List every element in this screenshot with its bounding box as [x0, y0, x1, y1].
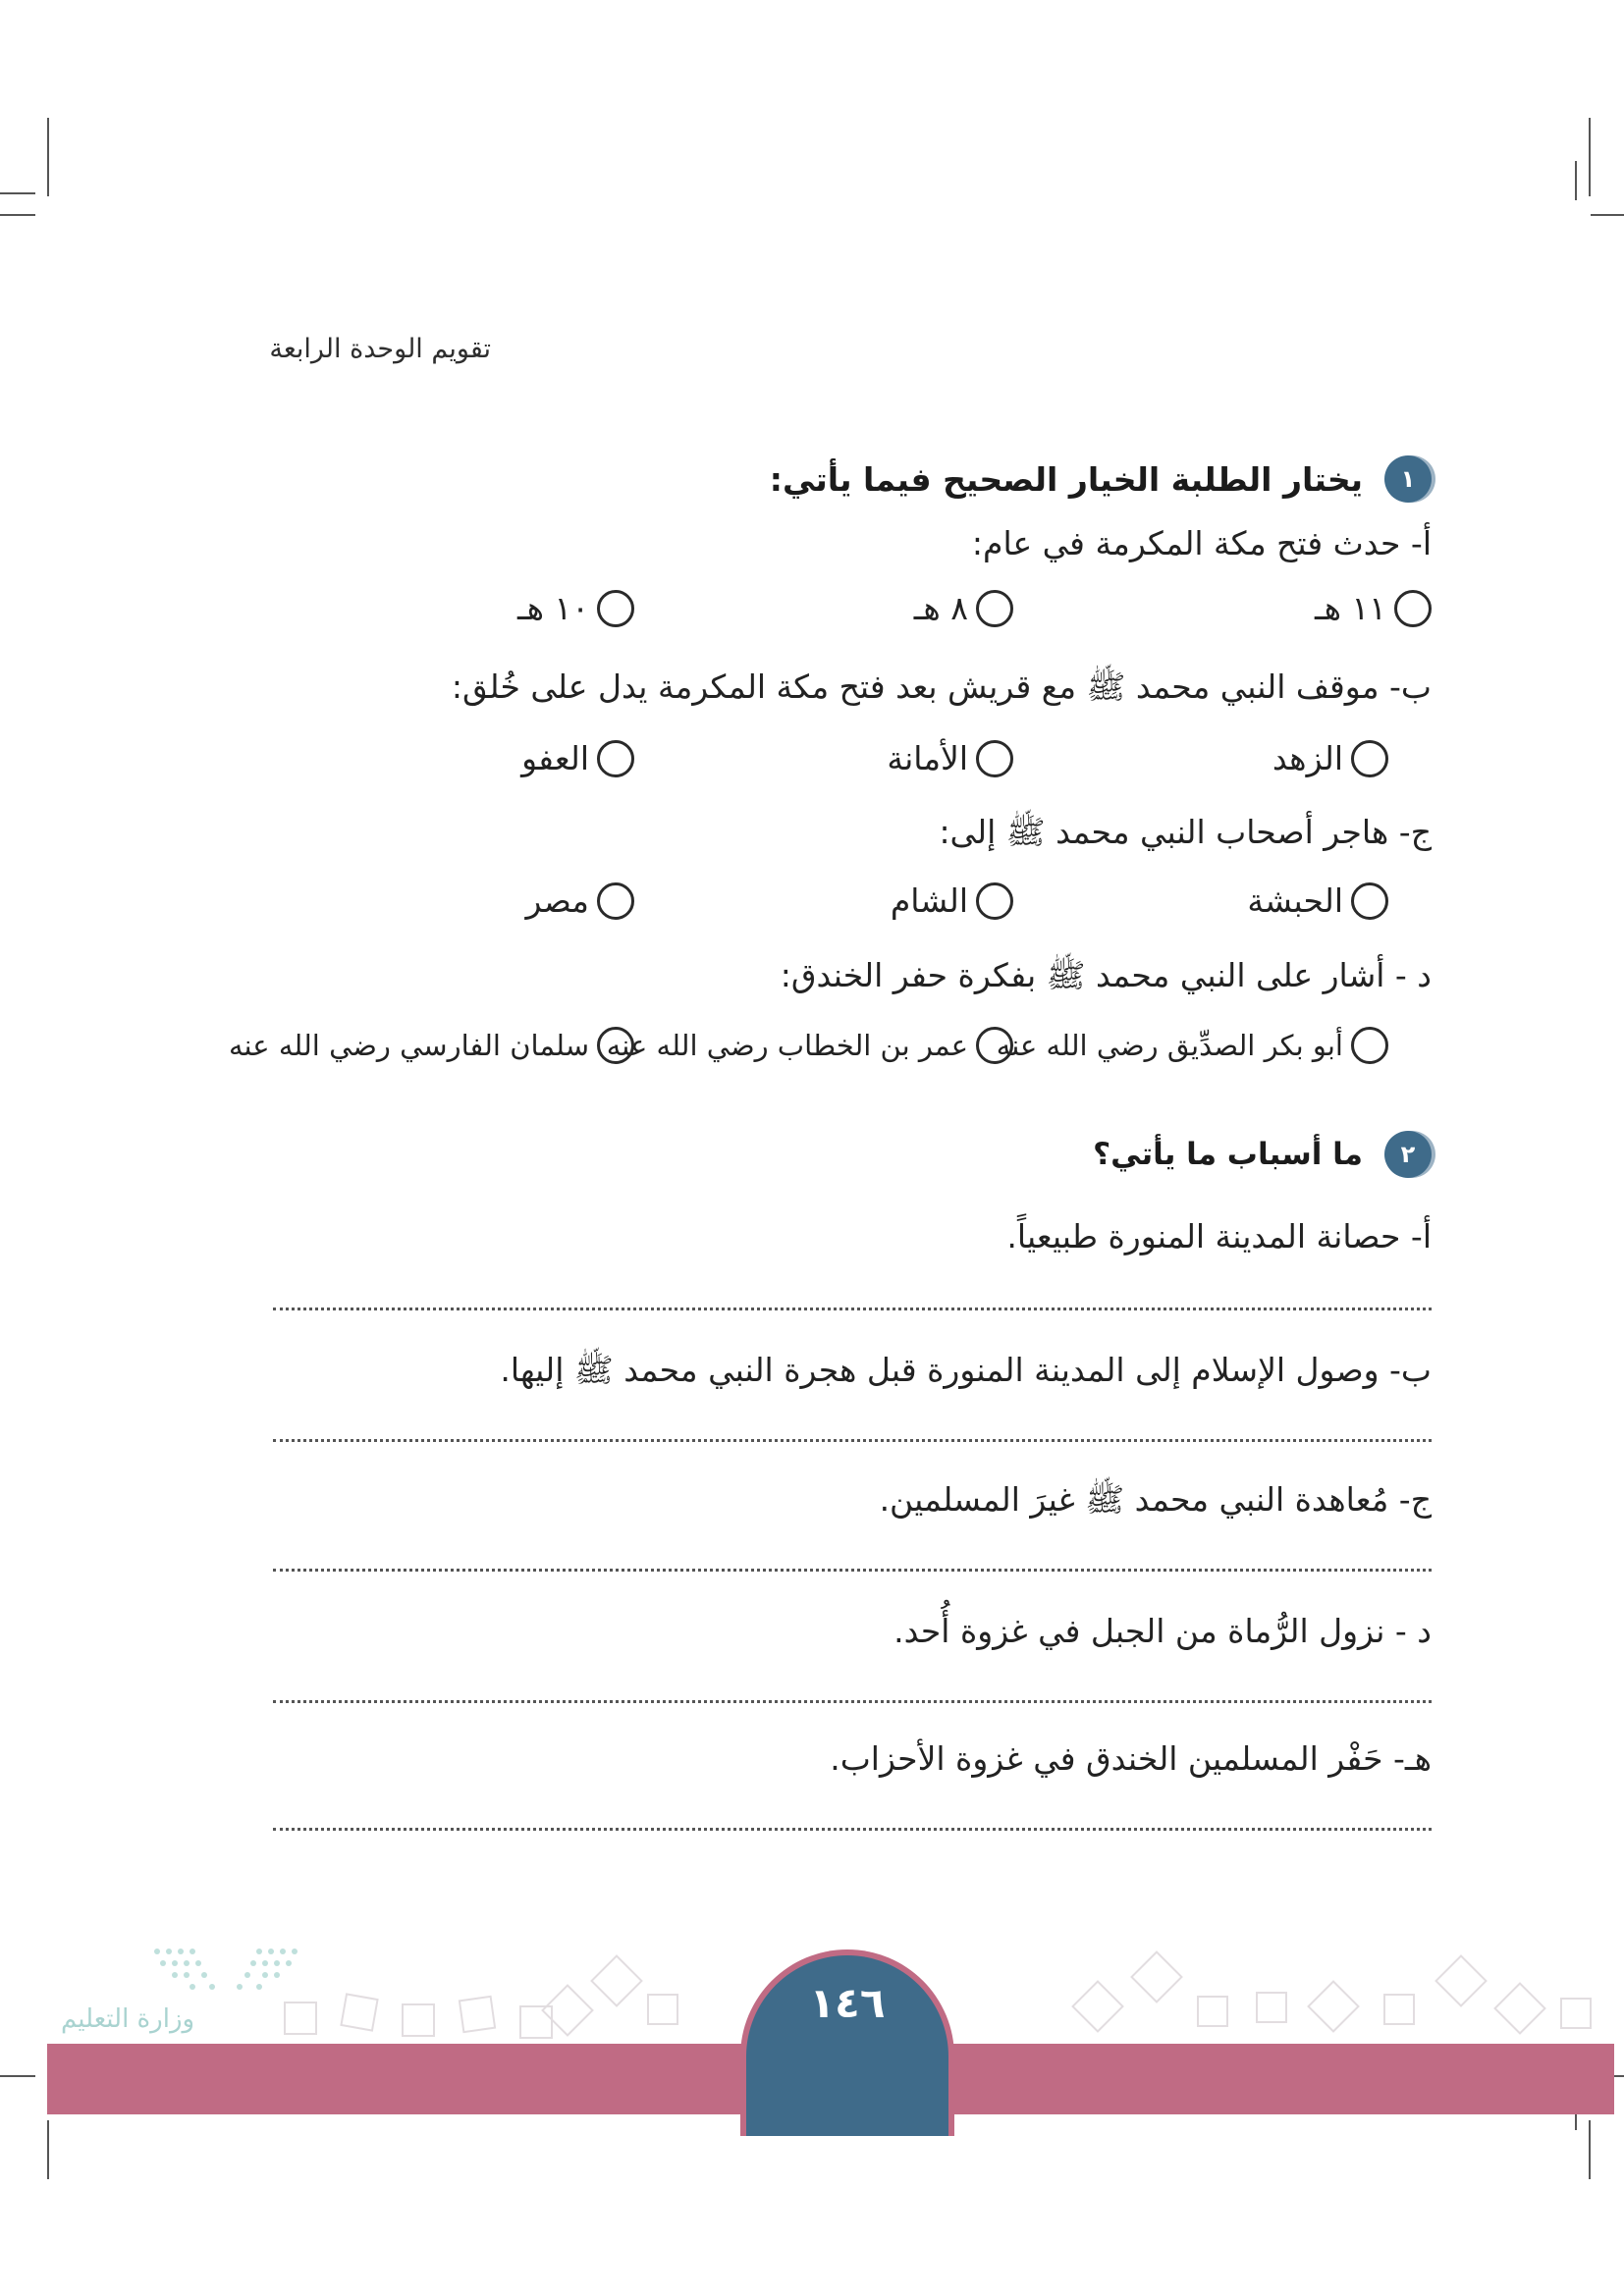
- q2-item-c-answer-line[interactable]: [273, 1569, 1432, 1572]
- q1-item-a-stem: أ- حدث فتح مكة المكرمة في عام:: [971, 524, 1432, 562]
- option-label: ١١ هـ: [1314, 589, 1386, 627]
- option-label: الشام: [890, 881, 968, 920]
- radio-circle[interactable]: [1394, 590, 1432, 627]
- q1-item-c-option-2[interactable]: [891, 881, 1013, 920]
- q1-item-a-option-1[interactable]: [1315, 589, 1432, 627]
- option-label: الحبشة: [1247, 881, 1343, 920]
- ministry-logo-text: وزارة التعليم: [61, 2004, 195, 2034]
- crop-mark-top-right-v2: [1589, 118, 1591, 196]
- q2-item-a-answer-line[interactable]: [273, 1308, 1432, 1310]
- crop-mark-top-left-h: [0, 192, 35, 194]
- option-label: ٨ هـ: [913, 589, 968, 627]
- decorative-diamond-pattern: [530, 1934, 1620, 2052]
- q1-item-c-option-3[interactable]: [525, 881, 634, 920]
- option-label: الزهد: [1272, 739, 1343, 777]
- crop-mark-top-left-v: [47, 118, 49, 196]
- q1-item-a-option-2[interactable]: [914, 589, 1013, 627]
- radio-circle[interactable]: [1351, 1027, 1388, 1064]
- option-label: أبو بكر الصدِّيق رضي الله عنه: [996, 1029, 1343, 1062]
- crop-mark-top-right-v: [1575, 161, 1577, 200]
- q2-item-a: أ- حصانة المدينة المنورة طبيعياً.: [1006, 1217, 1432, 1255]
- q1-item-b-stem: ب- موقف النبي محمد ﷺ مع قريش بعد فتح مكة المكرمة يدل على خُلق:: [451, 667, 1432, 706]
- option-label: مصر: [525, 881, 589, 920]
- radio-circle[interactable]: [1351, 740, 1388, 777]
- question-2-number-badge: ٢: [1384, 1131, 1432, 1178]
- unit-title: تقويم الوحدة الرابعة: [269, 334, 491, 364]
- radio-circle[interactable]: [976, 590, 1013, 627]
- radio-circle[interactable]: [976, 1027, 1013, 1064]
- q2-item-e-answer-line[interactable]: [273, 1828, 1432, 1831]
- page-number: ١٤٦: [809, 1979, 886, 2027]
- q1-item-b-option-2[interactable]: [887, 739, 1013, 777]
- q1-item-b-option-1[interactable]: [1272, 739, 1388, 777]
- radio-circle[interactable]: [976, 740, 1013, 777]
- radio-circle[interactable]: [597, 590, 634, 627]
- q2-item-d: د - نزول الرُّماة من الجبل في غزوة أُحد.: [893, 1612, 1432, 1650]
- option-label: العفو: [521, 739, 589, 777]
- q1-item-d-option-1[interactable]: [997, 1027, 1388, 1064]
- ministry-logo-icon: [147, 1942, 304, 2001]
- q1-item-c-option-1[interactable]: [1247, 881, 1388, 920]
- q2-item-b: ب- وصول الإسلام إلى المدينة المنورة قبل هجرة النبي محمد ﷺ إليها.: [500, 1351, 1432, 1389]
- crop-mark-bottom-left-h: [0, 2075, 35, 2077]
- option-label: سلمان الفارسي رضي الله عنه: [229, 1029, 589, 1062]
- crop-mark-top-left-h2: [0, 214, 35, 216]
- q1-item-a-option-3[interactable]: [517, 589, 634, 627]
- question-2-heading: [1093, 1131, 1432, 1178]
- q2-item-b-answer-line[interactable]: [273, 1439, 1432, 1442]
- radio-circle[interactable]: [1351, 882, 1388, 920]
- option-label: الأمانة: [887, 739, 968, 777]
- radio-circle[interactable]: [976, 882, 1013, 920]
- option-label: عمر بن الخطاب رضي الله عنه: [606, 1029, 968, 1062]
- q1-item-c-stem: ج- هاجر أصحاب النبي محمد ﷺ إلى:: [939, 813, 1432, 851]
- question-1-heading: [770, 455, 1432, 503]
- crop-mark-top-right-h: [1591, 214, 1624, 216]
- crop-mark-bottom-right-v2: [1589, 2120, 1591, 2179]
- radio-circle[interactable]: [597, 882, 634, 920]
- q1-item-b-option-3[interactable]: [521, 739, 634, 777]
- q2-item-d-answer-line[interactable]: [273, 1700, 1432, 1703]
- option-label: ١٠ هـ: [516, 589, 589, 627]
- question-1-title: يختار الطلبة الخيار الصحيح فيما يأتي:: [769, 459, 1363, 499]
- q2-item-e: هـ- حَفْر المسلمين الخندق في غزوة الأحزاب.: [830, 1739, 1432, 1778]
- question-1-number-badge: ١: [1384, 455, 1432, 503]
- crop-mark-bottom-left-v: [47, 2120, 49, 2179]
- decorative-squares-left: [275, 1983, 569, 2052]
- q2-item-c: ج- مُعاهدة النبي محمد ﷺ غيرَ المسلمين.: [879, 1480, 1432, 1519]
- q1-item-d-option-2[interactable]: [607, 1027, 1013, 1064]
- radio-circle[interactable]: [597, 1027, 634, 1064]
- q1-item-d-option-3[interactable]: [229, 1027, 634, 1064]
- q1-item-d-stem: د - أشار على النبي محمد ﷺ بفكرة حفر الخندق:: [780, 956, 1432, 994]
- question-2-title: ما أسباب ما يأتي؟: [1093, 1137, 1363, 1172]
- radio-circle[interactable]: [597, 740, 634, 777]
